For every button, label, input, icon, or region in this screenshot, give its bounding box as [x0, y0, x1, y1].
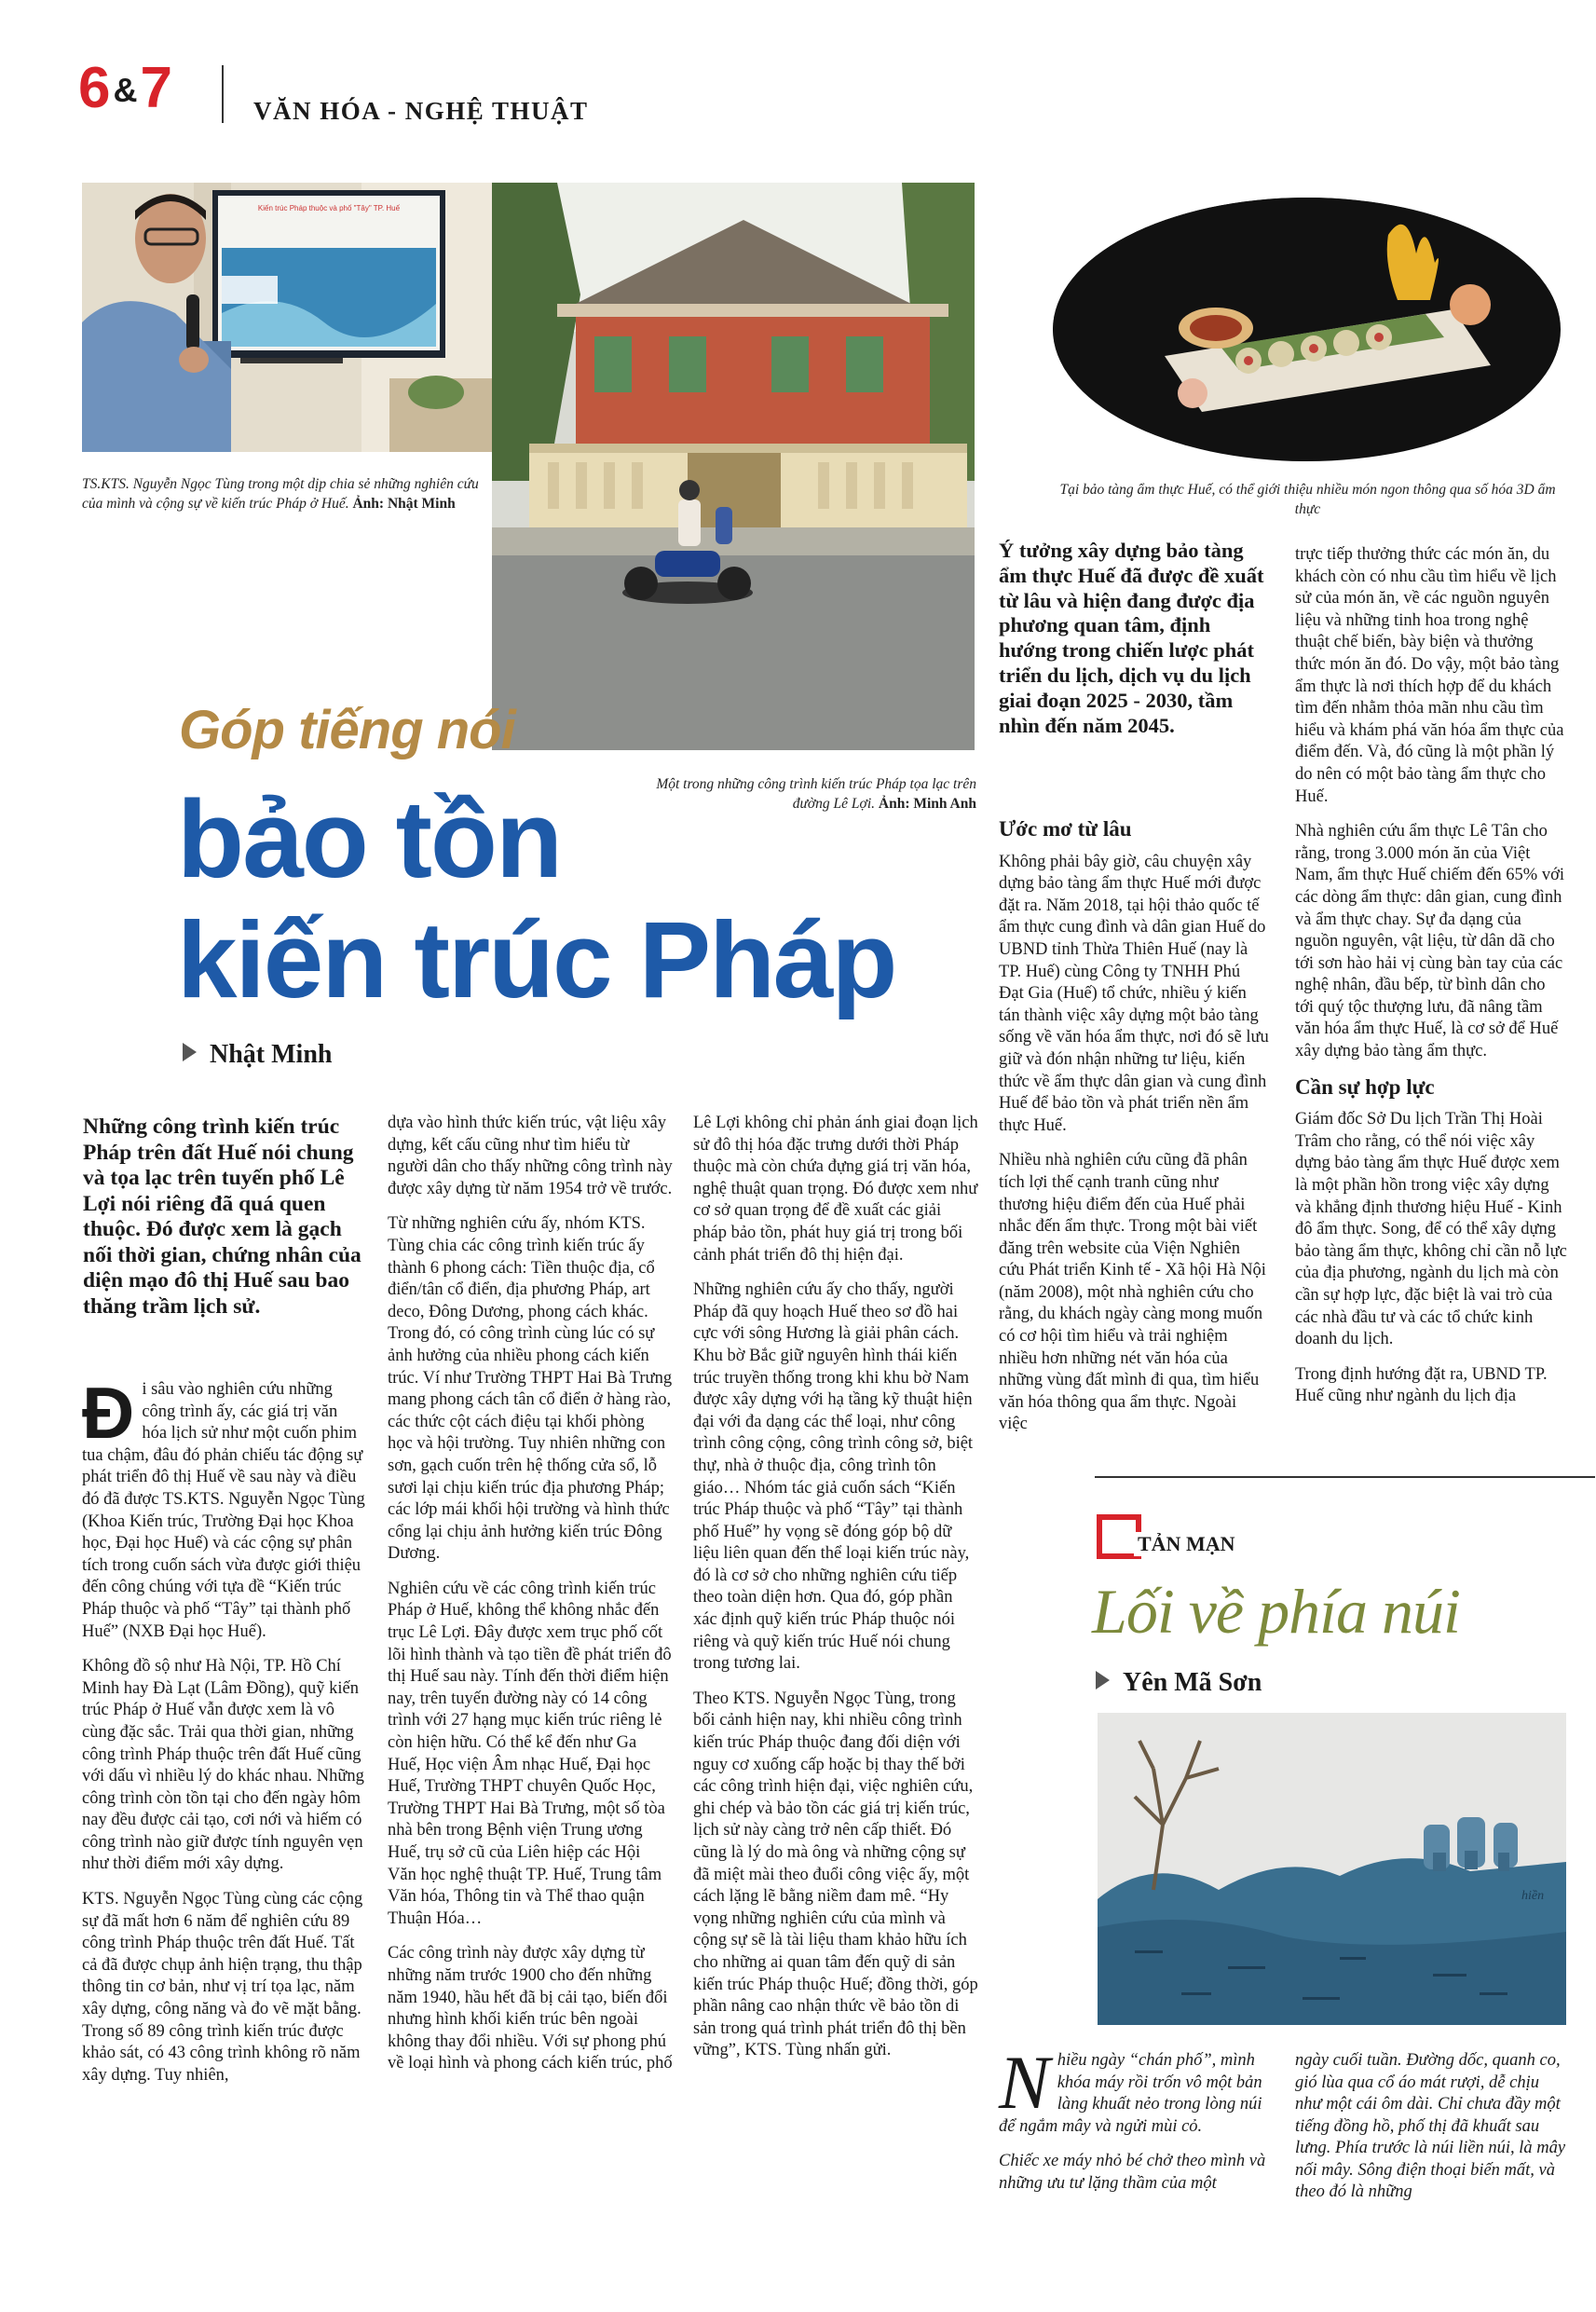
food-column-2: [1295, 544, 1567, 1421]
section-title: VĂN HÓA - NGHỆ THUẬT: [253, 97, 589, 125]
dropcap: Đ: [82, 1372, 135, 1454]
article-lead: Những công trình kiến trúc Pháp trên đất Huế nói chung và tọa lạc trên tuyến phố Lê Lợi nói riêng đã quá quen thuộc. Đó được xem là gạch nối thời gian, chứng nhân của diện mạo đô thị Huế sau bao thăng trầm lịch sử.: [83, 1115, 361, 1319]
article-paragraph: Không phải bây giờ, câu chuyện xây dựng bảo tàng ẩm thực Huế mới được đặt ra. Năm 2018, tại hội thảo quốc tế ẩm thực cung đình và dân gian Huế do UBND tỉnh Thừa Thiên Huế (nay là TP. Huế) cùng Công ty TNHH Phú Đạt Gia (Huế) tổ chức, nhiều ý kiến tán thành việc xây dựng một bảo tàng sống về văn hóa ẩm thực, nơi đó sẽ lưu giữ và đón nhận những tư liệu, kiến thức về ẩm thực dân gian và cung đình Huế để bảo tồn và phát triển nền ẩm thực Huế.: [999, 852, 1269, 1135]
article-paragraph: Đi sâu vào nghiên cứu những công trình ấy, các giá trị văn hóa lịch sử như một cuốn phim tua chậm, đâu đó phản chiếu tác động sự phát triển đô thị Huế về sau này và điều đó đã được TS.KTS. Nguyễn Ngọc Tùng (Khoa Kiến trúc, Trường Đại học Khoa học, Đại học Huế) và các cộng sự phân tích trong cuốn sách vừa được giới thiệu đến công chúng với tựa đề “Kiến trúc Pháp thuộc và phố “Tây” tại thành phố Huế” (NXB Đại học Huế).: [82, 1372, 365, 1641]
building-caption: Một trong những công trình kiến trúc Pháp tọa lạc trên đường Lê Lợi. Ảnh: Minh Anh: [656, 776, 976, 812]
byline-arrow-icon: [183, 1043, 197, 1061]
article-paragraph: Chiếc xe máy nhỏ bé chở theo mình và những ưu tư lặng thầm của một: [999, 2152, 1266, 2193]
article-byline: [183, 1040, 332, 1070]
article-paragraph: Nhiều nhà nghiên cứu cũng đã phân tích lợi thế cạnh tranh cũng như thương hiệu điểm đến của Huế phải nhắc đến ẩm thực. Trong một bài viết đăng trên website của Viện Nghiên cứu Phát triển Kinh tế - Xã hội Hà Nội (năm 2008), một nhà nghiên cứu cho rằng, du khách ngày càng mong muốn có cơ hội tìm hiểu và trải nghiệm nhiều hơn những nét văn hóa của những vùng đất mình đi qua, tìm hiểu văn hóa thông qua ẩm thực. Ngoài việc: [999, 1151, 1266, 1434]
article-paragraph: Giám đốc Sở Du lịch Trần Thị Hoài Trâm cho rằng, có thể nói việc xây dựng bảo tàng ẩm thực Huế được xem là một phần hồn trong việc xây dựng và khẳng định thương hiệu Huế - Kinh đô ẩm thực. Song, để có thể xây dựng bảo tàng ẩm thực, không chỉ cần nỗ lực của địa phương, ngành du lịch mà còn cần sự hợp lực, đặc biệt là vai trò của các nhà đầu tư và các tổ chức kinh doanh du lịch.: [1295, 1110, 1567, 1349]
food-article-lead: Ý tưởng xây dựng bảo tàng ẩm thực Huế đã được đề xuất từ lâu và hiện đang được địa phương quan tâm, định hướng trong chiến lược phát triển du lịch, dịch vụ du lịch giai đoạn 2025 - 2030, tầm nhìn đến năm 2045.: [999, 539, 1264, 737]
page-number-right: 7: [140, 56, 171, 120]
header-divider: [222, 65, 224, 123]
illustration-signature: hiền: [1521, 1889, 1545, 1903]
article-column-3: [693, 1113, 978, 2075]
article-paragraph: Không đồ sộ như Hà Nội, TP. Hồ Chí Minh hay Đà Lạt (Lâm Đồng), quỹ kiến trúc Pháp ở Huế vẫn được xem là vô cùng đặc sắc. Trải qua thời gian, những công trình Pháp thuộc trên đất Huế cũng với dấu vì nhiều lý do khác nhau. Những công trình còn tồn tại cho đến ngày hôm nay đều được cải tạo, cơi nới và hiếm có công trình nào giữ được tính nguyên vẹn như thời điểm mới xây dựng.: [82, 1657, 364, 1874]
article-column-1: [82, 1372, 366, 2100]
slide-title: Kiến trúc Pháp thuộc và phố "Tây" TP. Huế: [257, 204, 401, 212]
article-paragraph: Nghiên cứu về các công trình kiến trúc Pháp ở Huế, không thể không nhắc đến trục Lê Lợi. Đây được xem trục phố cốt lõi hình thành và tạo tiền đề phát triển đô thị Huế sau này. Tính đến thời điểm hiện nay, trên tuyến đường này có 14 công trình với 27 hạng mục kiến trúc riêng lẻ còn hiện hữu. Có thể kể đến như Ga Huế, Học viện Âm nhạc Huế, Đại học Huế, Trường THPT chuyên Quốc Học, Trường THPT Hai Bà Trưng, một số tòa nhà bên trong Bệnh viện Trung ương Huế, trụ sở cũ của Liên hiệp các Hội Văn học nghệ thuật TP. Huế, Trung tâm Văn hóa, Thông tin và Thể thao quận Thuận Hóa…: [388, 1579, 672, 1928]
byline-arrow-icon: [1096, 1671, 1110, 1690]
food-subhead-1: Ước mơ từ lâu: [999, 817, 1132, 841]
article-paragraph: Các công trình này được xây dựng từ những năm trước 1900 cho đến những năm 1940, hầu hết đã bị cải tạo, biến đổi nhưng hình khối kiến trúc bên ngoài không thay đổi nhiều. Với sự phong phú về loại hình và phong cách kiến trúc, phố: [388, 1944, 673, 2073]
article-paragraph: Những nghiên cứu ấy cho thấy, người Pháp đã quy hoạch Huế theo sơ đồ hai cực với sông Hương là giải phân cách. Khu bờ Bắc giữ nguyên hình thái kiến trúc truyền thống trong khi khu bờ Nam được xây dựng với hạ tầng kỹ thuật hiện đại với đa dạng các thể loại, như công trình công cộng, công trình công sở, biệt thự, nhà ở thuộc địa, công trình tôn giáo… Nhóm tác giả cuốn sách “Kiến trúc Pháp thuộc và phố “Tây” tại thành phố Huế” hy vọng sẽ đóng góp bộ dữ liệu liên quan đến thể loại kiến trúc này, đó là cơ sở cho những nghiên cứu tiếp theo toàn diện hơn. Qua đó, góp phần xác định quỹ kiến trúc Pháp thuộc nói riêng và quỹ kiến trúc Huế nói chung trong tương lai.: [693, 1280, 974, 1674]
speaker-caption: TS.KTS. Nguyễn Ngọc Tùng trong một dịp chia sẻ những nghiên cứu của mình và cộng sự về kiến trúc Pháp ở Huế. Ảnh: Nhật Minh: [82, 476, 479, 512]
page-number-left: 6: [78, 56, 110, 120]
article-title-line2: kiến trúc Pháp: [177, 899, 896, 1020]
article-paragraph: Nhiều ngày “chán phố”, mình khóa máy rồi trốn vô một bản làng khuất nẻo trong lòng núi để ngắm mây và ngửi mùi cỏ.: [999, 2040, 1262, 2136]
article-paragraph: dựa vào hình thức kiến trúc, vật liệu xây dựng, kết cấu cũng như tìm hiểu từ người dân cho thấy những công trình này được xây dựng từ năm 1954 trở về trước.: [388, 1114, 673, 1198]
article-paragraph: Lê Lợi không chỉ phản ánh giai đoạn lịch sử đô thị hóa đặc trưng dưới thời Pháp thuộc mà còn chứa đựng giá trị văn hóa, nghệ thuật quan trọng. Đó được xem như cơ sở quan trọng để đề xuất các giải pháp bảo tồn, phát huy giá trị trong bối cảnh phát triển đô thị hiện đại.: [693, 1114, 978, 1265]
article-paragraph: KTS. Nguyễn Ngọc Tùng cùng các cộng sự đã mất hơn 6 năm để nghiên cứu 89 công trình Pháp thuộc trên đất Huế. Tất cả đã được chụp ảnh hiện trạng, thu thập thông tin cơ bản, như vị trí tọa lạc, năm xây dựng, công năng và đo vẽ mặt bằng. Trong số 89 công trình kiến trúc được khảo sát, có 43 công trình không rõ năm xây dựng. Tuy nhiên,: [82, 1890, 363, 2085]
speaker-photo: [82, 183, 492, 452]
article-paragraph: Trong định hướng đặt ra, UBND TP. Huế cũng như ngành du lịch địa: [1295, 1364, 1548, 1406]
tan-man-rule: [1095, 1476, 1595, 1478]
article-paragraph: Từ những nghiên cứu ấy, nhóm KTS. Tùng chia các công trình kiến trúc ấy thành 6 phong cách: Tiền thuộc địa, cổ điển/tân cổ điển, địa phương Pháp, art deco, Đông Dương, phong cách khác. Trong đó, có công trình cùng lúc có sự ảnh hưởng của nhiều phong cách kiến trúc. Ví như Trường THPT Hai Bà Trưng mang phong cách tân cổ điển ở hàng rào, các thức cột cách điệu tại khối phòng học và hội trường. Tuy nhiên những con sơn, gạch cuốn trên hệ thống cửa sổ, lỗ sươi lại chịu kiến trúc địa phương Pháp; các lớp mái khối hội trường và hình thức cổng lại chịu ảnh hưởng kiến trúc Đông Dương.: [388, 1214, 673, 1564]
tan-man-title: Lối về phía núi: [1092, 1576, 1460, 1647]
food-photo: [1053, 198, 1561, 461]
article-title-line1: bảo tồn: [177, 778, 562, 901]
food-subhead-2: Cần sự hợp lực: [1295, 1074, 1435, 1099]
building-photo: [492, 183, 975, 750]
article-paragraph: Nhà nghiên cứu ẩm thực Lê Tân cho rằng, trong 3.000 món ăn của Việt Nam, ẩm thực Huế chiếm đến 65% với các dòng ẩm thực: dân gian, cung đình và ẩm thực chay. Sự đa dạng của nguồn nguyên, vật liệu, từ dân dã cho tới sơn hào hải vị cùng bàn tay của các nghệ nhân, đầu bếp, từ bình dân cho tới quý tộc thượng lưu, đã nâng tầm văn hóa ẩm thực Huế, là cơ sở để Huế xây dựng bảo tàng ẩm thực.: [1295, 822, 1565, 1061]
page-number: [78, 56, 171, 120]
food-column-1: [999, 813, 1269, 1449]
article-column-2: [388, 1113, 673, 2088]
mountain-illustration: [1098, 1713, 1566, 2025]
tan-man-label: TẢN MẠN: [1134, 1532, 1239, 1556]
article-kicker: Góp tiếng nói: [179, 700, 515, 760]
page-number-amp: &: [113, 71, 137, 109]
article-paragraph: trực tiếp thưởng thức các món ăn, du khách còn có nhu cầu tìm hiểu về lịch sử của món ăn, về các nguồn nguyên liệu và những tinh hoa trong nghệ thuật chế biến, bày biện và thưởng thức món ăn đó. Do vậy, một bảo tàng ẩm thực là nơi thích hợp để du khách tìm đến nhằm thỏa mãn nhu cầu tìm hiểu và khám phá văn hóa ẩm thực của điểm đến. Và, đó cũng là một phần lý do nên có một bảo tàng ẩm thực cho Huế.: [1295, 545, 1564, 806]
tan-man-column-1: [999, 2040, 1269, 2208]
article-paragraph: Theo KTS. Nguyễn Ngọc Tùng, trong bối cảnh hiện nay, khi nhiều công trình kiến trúc Pháp thuộc đang đối diện với nguy cơ xuống cấp hoặc bị thay thế bởi các công trình hiện đại, việc nghiên cứu, ghi chép và bảo tồn các giá trị kiến trúc, lịch sử này càng trở nên cấp thiết. Đó cũng là lý do mà ông và những cộng sự đã miệt mài theo đuổi công việc ấy, một cách lặng lẽ bằng niềm đam mê. “Hy vọng những nghiên cứu của mình và cộng sự sẽ là tài liệu tham khảo hữu ích cho những ai quan tâm đến quỹ di sản kiến trúc Pháp thuộc Huế; đồng thời, góp phần nâng cao nhận thức về bảo tồn di sản trong quá trình phát triển đô thị bền vững”, KTS. Tùng nhấn gửi.: [693, 1689, 978, 2060]
byline-author: Yên Mã Sơn: [1123, 1668, 1262, 1697]
article-paragraph: ngày cuối tuần. Đường dốc, quanh co, gió lùa qua cổ áo mát rượi, dễ chịu như một cái ôm dài. Chỉ chưa đầy một tiếng đồng hồ, phố thị đã khuất sau lưng. Phía trước là núi liền núi, là mây nối mây. Sông điện thoại biến mất, và theo đó là những: [1295, 2051, 1566, 2201]
dropcap: N: [999, 2040, 1050, 2125]
tan-man-column-2: [1295, 2050, 1567, 2217]
food-caption: Tại bảo tàng ẩm thực Huế, có thể giới thiệu nhiều món ngon thông qua số hóa 3D ẩm thực: [1059, 482, 1556, 517]
tan-man-byline: [1096, 1668, 1262, 1698]
byline-author: Nhật Minh: [210, 1040, 333, 1069]
